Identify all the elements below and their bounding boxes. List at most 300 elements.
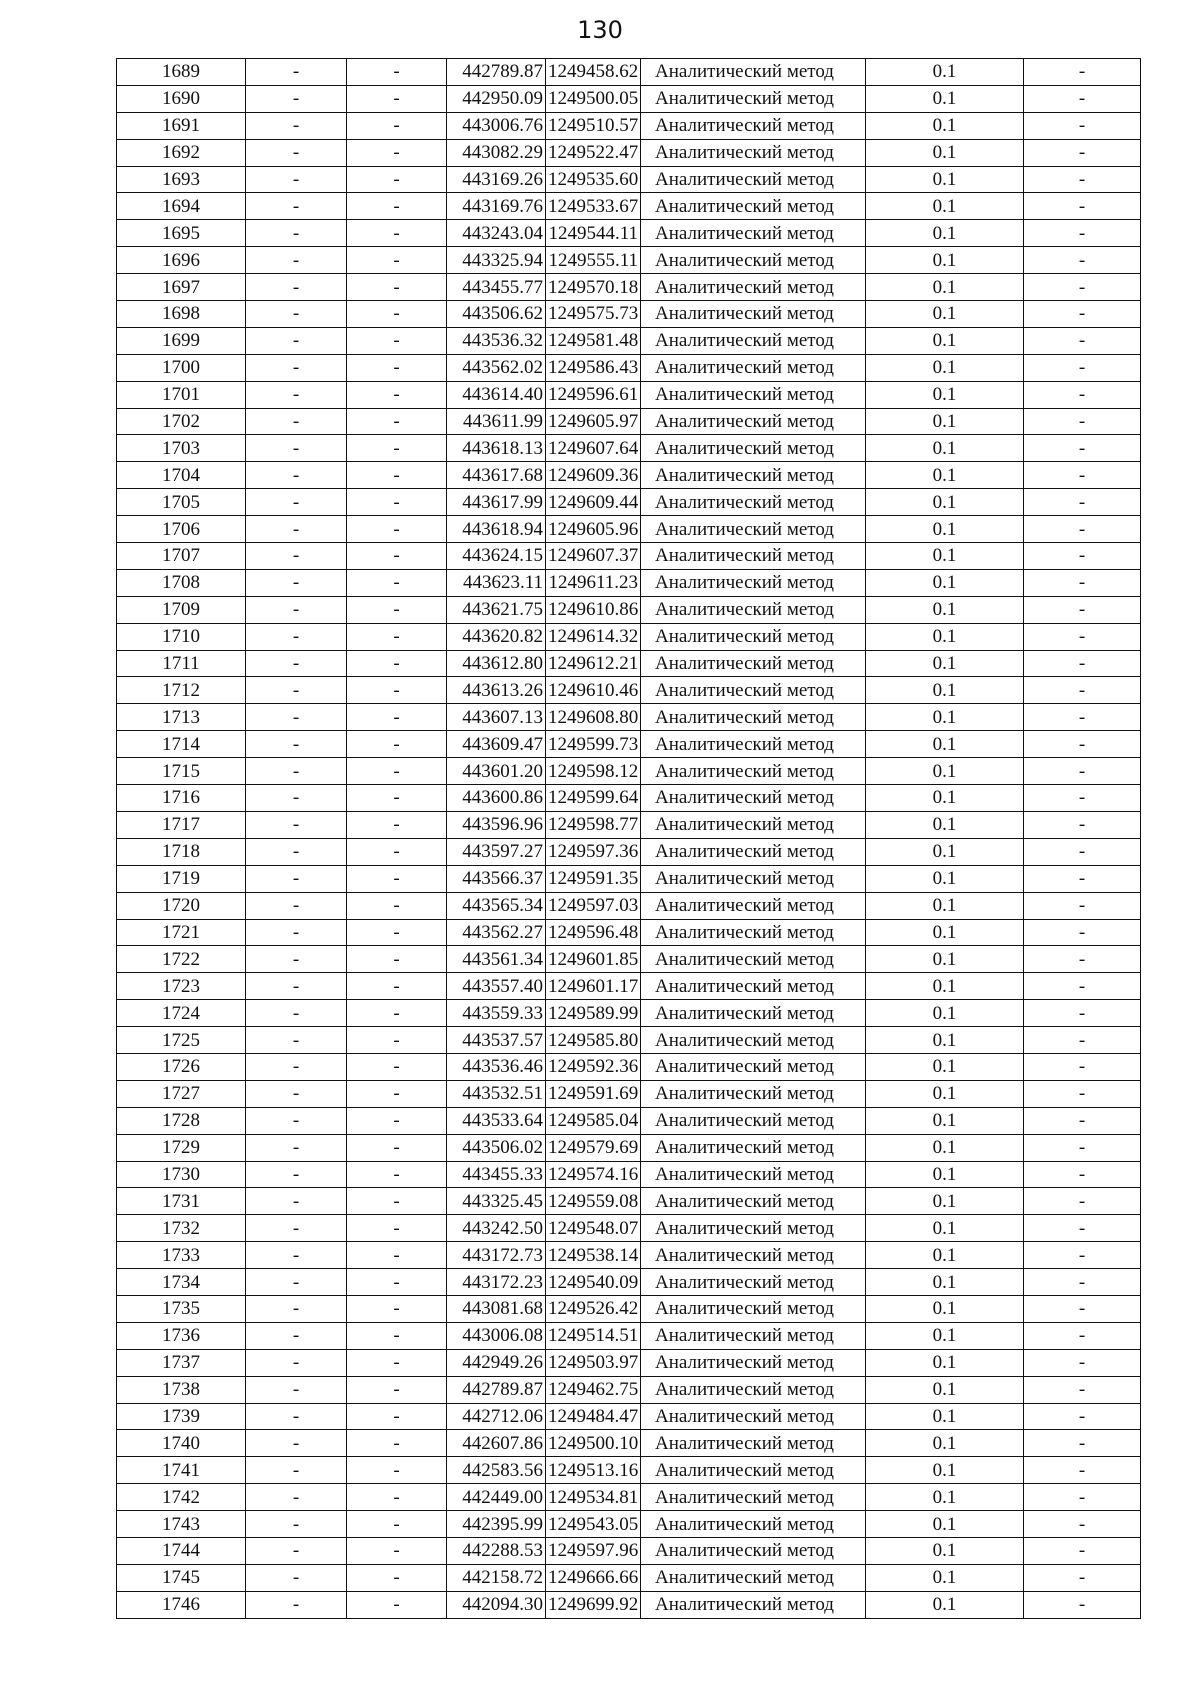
cell-col-2: - — [246, 381, 347, 408]
cell-point-number: 1691 — [117, 112, 246, 139]
cell-method: Аналитический метод — [641, 1537, 866, 1564]
cell-col-2: - — [246, 1027, 347, 1054]
cell-y-coordinate: 1249526.42 — [546, 1295, 641, 1322]
cell-method: Аналитический метод — [641, 1591, 866, 1618]
cell-x-coordinate: 443325.45 — [447, 1188, 546, 1215]
cell-point-number: 1711 — [117, 650, 246, 677]
cell-col-8: - — [1024, 1053, 1141, 1080]
cell-x-coordinate: 443169.26 — [447, 166, 546, 193]
cell-col-3: - — [347, 112, 447, 139]
cell-col-3: - — [347, 1376, 447, 1403]
cell-col-2: - — [246, 1403, 347, 1430]
cell-point-number: 1690 — [117, 85, 246, 112]
cell-col-8: - — [1024, 1107, 1141, 1134]
cell-accuracy: 0.1 — [866, 811, 1024, 838]
cell-col-8: - — [1024, 1161, 1141, 1188]
table-row — [117, 1564, 1141, 1591]
table-row — [117, 1000, 1141, 1027]
cell-method: Аналитический метод — [641, 489, 866, 516]
table-row — [117, 677, 1141, 704]
cell-accuracy: 0.1 — [866, 1027, 1024, 1054]
cell-y-coordinate: 1249548.07 — [546, 1215, 641, 1242]
cell-x-coordinate: 443618.13 — [447, 435, 546, 462]
cell-col-2: - — [246, 838, 347, 865]
cell-x-coordinate: 443506.02 — [447, 1134, 546, 1161]
cell-point-number: 1740 — [117, 1430, 246, 1457]
cell-col-2: - — [246, 435, 347, 462]
cell-point-number: 1706 — [117, 516, 246, 543]
cell-col-3: - — [347, 650, 447, 677]
cell-y-coordinate: 1249597.36 — [546, 838, 641, 865]
cell-col-3: - — [347, 1027, 447, 1054]
cell-point-number: 1729 — [117, 1134, 246, 1161]
cell-col-8: - — [1024, 1484, 1141, 1511]
cell-x-coordinate: 443607.13 — [447, 704, 546, 731]
cell-accuracy: 0.1 — [866, 1322, 1024, 1349]
cell-col-8: - — [1024, 811, 1141, 838]
table-row — [117, 1161, 1141, 1188]
cell-x-coordinate: 443611.99 — [447, 408, 546, 435]
cell-point-number: 1745 — [117, 1564, 246, 1591]
cell-col-8: - — [1024, 865, 1141, 892]
cell-col-3: - — [347, 1161, 447, 1188]
cell-method: Аналитический метод — [641, 838, 866, 865]
cell-col-8: - — [1024, 650, 1141, 677]
cell-col-8: - — [1024, 1188, 1141, 1215]
cell-method: Аналитический метод — [641, 1053, 866, 1080]
cell-col-2: - — [246, 1322, 347, 1349]
cell-col-3: - — [347, 1430, 447, 1457]
cell-method: Аналитический метод — [641, 1080, 866, 1107]
cell-y-coordinate: 1249581.48 — [546, 327, 641, 354]
table-row — [117, 1376, 1141, 1403]
cell-accuracy: 0.1 — [866, 1161, 1024, 1188]
cell-point-number: 1723 — [117, 973, 246, 1000]
cell-col-2: - — [246, 1107, 347, 1134]
cell-method: Аналитический метод — [641, 811, 866, 838]
cell-col-3: - — [347, 1000, 447, 1027]
cell-accuracy: 0.1 — [866, 731, 1024, 758]
cell-y-coordinate: 1249538.14 — [546, 1242, 641, 1269]
cell-accuracy: 0.1 — [866, 301, 1024, 328]
cell-col-2: - — [246, 973, 347, 1000]
cell-accuracy: 0.1 — [866, 623, 1024, 650]
cell-point-number: 1716 — [117, 785, 246, 812]
cell-method: Аналитический метод — [641, 1457, 866, 1484]
cell-point-number: 1728 — [117, 1107, 246, 1134]
cell-y-coordinate: 1249514.51 — [546, 1322, 641, 1349]
cell-point-number: 1719 — [117, 865, 246, 892]
cell-col-2: - — [246, 408, 347, 435]
cell-x-coordinate: 443536.32 — [447, 327, 546, 354]
cell-y-coordinate: 1249599.64 — [546, 785, 641, 812]
cell-accuracy: 0.1 — [866, 677, 1024, 704]
cell-col-3: - — [347, 1242, 447, 1269]
table-row — [117, 274, 1141, 301]
cell-y-coordinate: 1249609.36 — [546, 462, 641, 489]
table-row — [117, 1269, 1141, 1296]
cell-col-8: - — [1024, 327, 1141, 354]
cell-x-coordinate: 443455.33 — [447, 1161, 546, 1188]
table-row — [117, 1484, 1141, 1511]
cell-col-2: - — [246, 892, 347, 919]
cell-accuracy: 0.1 — [866, 973, 1024, 1000]
cell-accuracy: 0.1 — [866, 489, 1024, 516]
cell-y-coordinate: 1249544.11 — [546, 220, 641, 247]
cell-col-2: - — [246, 1511, 347, 1538]
cell-y-coordinate: 1249598.77 — [546, 811, 641, 838]
cell-accuracy: 0.1 — [866, 838, 1024, 865]
cell-col-8: - — [1024, 731, 1141, 758]
table-row — [117, 301, 1141, 328]
cell-col-3: - — [347, 785, 447, 812]
cell-y-coordinate: 1249513.16 — [546, 1457, 641, 1484]
cell-y-coordinate: 1249535.60 — [546, 166, 641, 193]
cell-col-2: - — [246, 1376, 347, 1403]
cell-x-coordinate: 443612.80 — [447, 650, 546, 677]
cell-col-2: - — [246, 811, 347, 838]
table-row — [117, 811, 1141, 838]
table-row — [117, 166, 1141, 193]
cell-method: Аналитический метод — [641, 569, 866, 596]
table-row — [117, 247, 1141, 274]
table-row — [117, 1349, 1141, 1376]
cell-col-3: - — [347, 946, 447, 973]
cell-col-8: - — [1024, 946, 1141, 973]
table-row — [117, 623, 1141, 650]
cell-point-number: 1705 — [117, 489, 246, 516]
cell-point-number: 1737 — [117, 1349, 246, 1376]
cell-method: Аналитический метод — [641, 435, 866, 462]
cell-col-8: - — [1024, 462, 1141, 489]
cell-y-coordinate: 1249592.36 — [546, 1053, 641, 1080]
cell-col-3: - — [347, 1295, 447, 1322]
cell-x-coordinate: 443533.64 — [447, 1107, 546, 1134]
cell-y-coordinate: 1249601.85 — [546, 946, 641, 973]
cell-y-coordinate: 1249500.10 — [546, 1430, 641, 1457]
cell-col-2: - — [246, 731, 347, 758]
cell-accuracy: 0.1 — [866, 1269, 1024, 1296]
cell-x-coordinate: 442789.87 — [447, 1376, 546, 1403]
cell-x-coordinate: 443613.26 — [447, 677, 546, 704]
cell-accuracy: 0.1 — [866, 1457, 1024, 1484]
table-row — [117, 516, 1141, 543]
cell-y-coordinate: 1249462.75 — [546, 1376, 641, 1403]
cell-col-2: - — [246, 1537, 347, 1564]
cell-col-8: - — [1024, 166, 1141, 193]
cell-y-coordinate: 1249503.97 — [546, 1349, 641, 1376]
cell-y-coordinate: 1249458.62 — [546, 59, 641, 86]
cell-point-number: 1721 — [117, 919, 246, 946]
cell-col-8: - — [1024, 569, 1141, 596]
cell-x-coordinate: 443242.50 — [447, 1215, 546, 1242]
cell-x-coordinate: 443562.02 — [447, 354, 546, 381]
cell-point-number: 1717 — [117, 811, 246, 838]
cell-y-coordinate: 1249608.80 — [546, 704, 641, 731]
table-row — [117, 892, 1141, 919]
cell-x-coordinate: 443557.40 — [447, 973, 546, 1000]
cell-y-coordinate: 1249559.08 — [546, 1188, 641, 1215]
cell-point-number: 1722 — [117, 946, 246, 973]
cell-col-8: - — [1024, 1376, 1141, 1403]
table-row — [117, 327, 1141, 354]
cell-y-coordinate: 1249666.66 — [546, 1564, 641, 1591]
table-row — [117, 543, 1141, 570]
cell-point-number: 1703 — [117, 435, 246, 462]
cell-col-2: - — [246, 139, 347, 166]
cell-x-coordinate: 443623.11 — [447, 569, 546, 596]
cell-point-number: 1702 — [117, 408, 246, 435]
cell-x-coordinate: 443597.27 — [447, 838, 546, 865]
cell-x-coordinate: 443082.29 — [447, 139, 546, 166]
cell-point-number: 1724 — [117, 1000, 246, 1027]
cell-x-coordinate: 442094.30 — [447, 1591, 546, 1618]
cell-method: Аналитический метод — [641, 731, 866, 758]
table-row — [117, 704, 1141, 731]
cell-method: Аналитический метод — [641, 1027, 866, 1054]
cell-accuracy: 0.1 — [866, 193, 1024, 220]
cell-accuracy: 0.1 — [866, 1403, 1024, 1430]
cell-point-number: 1744 — [117, 1537, 246, 1564]
cell-point-number: 1700 — [117, 354, 246, 381]
cell-col-8: - — [1024, 758, 1141, 785]
cell-y-coordinate: 1249599.73 — [546, 731, 641, 758]
cell-x-coordinate: 442712.06 — [447, 1403, 546, 1430]
table-row — [117, 1537, 1141, 1564]
cell-col-2: - — [246, 274, 347, 301]
cell-method: Аналитический метод — [641, 1349, 866, 1376]
cell-method: Аналитический метод — [641, 623, 866, 650]
table-row — [117, 919, 1141, 946]
cell-method: Аналитический метод — [641, 1484, 866, 1511]
cell-col-3: - — [347, 838, 447, 865]
cell-y-coordinate: 1249586.43 — [546, 354, 641, 381]
cell-col-2: - — [246, 946, 347, 973]
cell-col-3: - — [347, 1591, 447, 1618]
cell-col-2: - — [246, 596, 347, 623]
cell-accuracy: 0.1 — [866, 516, 1024, 543]
cell-col-3: - — [347, 327, 447, 354]
cell-accuracy: 0.1 — [866, 59, 1024, 86]
cell-col-3: - — [347, 516, 447, 543]
cell-x-coordinate: 443455.77 — [447, 274, 546, 301]
table-row — [117, 785, 1141, 812]
cell-point-number: 1731 — [117, 1188, 246, 1215]
cell-accuracy: 0.1 — [866, 462, 1024, 489]
cell-point-number: 1699 — [117, 327, 246, 354]
cell-method: Аналитический метод — [641, 1295, 866, 1322]
cell-method: Аналитический метод — [641, 1430, 866, 1457]
cell-col-2: - — [246, 59, 347, 86]
cell-col-8: - — [1024, 1511, 1141, 1538]
cell-col-3: - — [347, 247, 447, 274]
cell-col-2: - — [246, 1080, 347, 1107]
cell-col-2: - — [246, 1591, 347, 1618]
cell-y-coordinate: 1249534.81 — [546, 1484, 641, 1511]
cell-method: Аналитический метод — [641, 1161, 866, 1188]
table-row — [117, 1322, 1141, 1349]
cell-y-coordinate: 1249596.61 — [546, 381, 641, 408]
table-row — [117, 1457, 1141, 1484]
cell-col-8: - — [1024, 489, 1141, 516]
page-number: 130 — [577, 16, 623, 44]
cell-accuracy: 0.1 — [866, 112, 1024, 139]
cell-method: Аналитический метод — [641, 139, 866, 166]
cell-method: Аналитический метод — [641, 166, 866, 193]
cell-method: Аналитический метод — [641, 354, 866, 381]
cell-x-coordinate: 442789.87 — [447, 59, 546, 86]
cell-accuracy: 0.1 — [866, 85, 1024, 112]
cell-y-coordinate: 1249579.69 — [546, 1134, 641, 1161]
cell-accuracy: 0.1 — [866, 569, 1024, 596]
cell-x-coordinate: 443081.68 — [447, 1295, 546, 1322]
cell-accuracy: 0.1 — [866, 354, 1024, 381]
cell-accuracy: 0.1 — [866, 1188, 1024, 1215]
cell-col-8: - — [1024, 596, 1141, 623]
table-row — [117, 596, 1141, 623]
cell-accuracy: 0.1 — [866, 543, 1024, 570]
cell-accuracy: 0.1 — [866, 1107, 1024, 1134]
cell-col-3: - — [347, 1269, 447, 1296]
cell-col-8: - — [1024, 1269, 1141, 1296]
cell-y-coordinate: 1249591.35 — [546, 865, 641, 892]
cell-y-coordinate: 1249522.47 — [546, 139, 641, 166]
cell-col-8: - — [1024, 220, 1141, 247]
cell-y-coordinate: 1249607.64 — [546, 435, 641, 462]
cell-accuracy: 0.1 — [866, 1591, 1024, 1618]
cell-x-coordinate: 443566.37 — [447, 865, 546, 892]
cell-x-coordinate: 442607.86 — [447, 1430, 546, 1457]
cell-col-8: - — [1024, 1349, 1141, 1376]
cell-col-8: - — [1024, 973, 1141, 1000]
cell-accuracy: 0.1 — [866, 408, 1024, 435]
cell-col-8: - — [1024, 516, 1141, 543]
cell-method: Аналитический метод — [641, 946, 866, 973]
cell-accuracy: 0.1 — [866, 1242, 1024, 1269]
cell-point-number: 1741 — [117, 1457, 246, 1484]
table-row — [117, 435, 1141, 462]
cell-accuracy: 0.1 — [866, 274, 1024, 301]
cell-col-2: - — [246, 166, 347, 193]
cell-col-3: - — [347, 811, 447, 838]
cell-col-8: - — [1024, 1537, 1141, 1564]
cell-point-number: 1701 — [117, 381, 246, 408]
cell-method: Аналитический метод — [641, 193, 866, 220]
cell-col-3: - — [347, 193, 447, 220]
cell-x-coordinate: 443618.94 — [447, 516, 546, 543]
table-row — [117, 650, 1141, 677]
cell-x-coordinate: 443506.62 — [447, 301, 546, 328]
cell-x-coordinate: 443561.34 — [447, 946, 546, 973]
table-row — [117, 731, 1141, 758]
cell-x-coordinate: 443601.20 — [447, 758, 546, 785]
cell-x-coordinate: 443172.73 — [447, 1242, 546, 1269]
cell-col-2: - — [246, 1242, 347, 1269]
cell-col-2: - — [246, 1564, 347, 1591]
cell-x-coordinate: 443006.08 — [447, 1322, 546, 1349]
cell-method: Аналитический метод — [641, 1322, 866, 1349]
cell-point-number: 1709 — [117, 596, 246, 623]
cell-col-3: - — [347, 1564, 447, 1591]
cell-method: Аналитический метод — [641, 408, 866, 435]
cell-point-number: 1736 — [117, 1322, 246, 1349]
table-row — [117, 193, 1141, 220]
cell-method: Аналитический метод — [641, 516, 866, 543]
cell-col-2: - — [246, 1053, 347, 1080]
cell-col-2: - — [246, 1349, 347, 1376]
cell-point-number: 1708 — [117, 569, 246, 596]
cell-y-coordinate: 1249598.12 — [546, 758, 641, 785]
cell-accuracy: 0.1 — [866, 704, 1024, 731]
cell-x-coordinate: 443621.75 — [447, 596, 546, 623]
cell-y-coordinate: 1249601.17 — [546, 973, 641, 1000]
cell-col-3: - — [347, 865, 447, 892]
cell-col-2: - — [246, 112, 347, 139]
cell-y-coordinate: 1249609.44 — [546, 489, 641, 516]
cell-point-number: 1714 — [117, 731, 246, 758]
cell-point-number: 1697 — [117, 274, 246, 301]
cell-point-number: 1695 — [117, 220, 246, 247]
cell-point-number: 1694 — [117, 193, 246, 220]
cell-col-8: - — [1024, 1403, 1141, 1430]
cell-accuracy: 0.1 — [866, 1000, 1024, 1027]
cell-accuracy: 0.1 — [866, 1537, 1024, 1564]
cell-x-coordinate: 442950.09 — [447, 85, 546, 112]
cell-method: Аналитический метод — [641, 973, 866, 1000]
cell-col-8: - — [1024, 623, 1141, 650]
cell-x-coordinate: 442583.56 — [447, 1457, 546, 1484]
cell-x-coordinate: 442449.00 — [447, 1484, 546, 1511]
cell-y-coordinate: 1249589.99 — [546, 1000, 641, 1027]
cell-accuracy: 0.1 — [866, 1564, 1024, 1591]
cell-col-8: - — [1024, 85, 1141, 112]
cell-col-3: - — [347, 596, 447, 623]
cell-accuracy: 0.1 — [866, 1053, 1024, 1080]
cell-accuracy: 0.1 — [866, 139, 1024, 166]
cell-y-coordinate: 1249570.18 — [546, 274, 641, 301]
cell-col-8: - — [1024, 274, 1141, 301]
cell-col-3: - — [347, 1053, 447, 1080]
cell-col-8: - — [1024, 381, 1141, 408]
cell-x-coordinate: 443169.76 — [447, 193, 546, 220]
cell-col-8: - — [1024, 435, 1141, 462]
cell-col-2: - — [246, 677, 347, 704]
cell-y-coordinate: 1249611.23 — [546, 569, 641, 596]
cell-point-number: 1735 — [117, 1295, 246, 1322]
cell-col-3: - — [347, 1188, 447, 1215]
cell-col-3: - — [347, 274, 447, 301]
cell-accuracy: 0.1 — [866, 327, 1024, 354]
coordinates-table — [116, 58, 1141, 1619]
cell-col-2: - — [246, 247, 347, 274]
cell-x-coordinate: 443609.47 — [447, 731, 546, 758]
cell-col-2: - — [246, 785, 347, 812]
cell-col-2: - — [246, 220, 347, 247]
cell-y-coordinate: 1249597.03 — [546, 892, 641, 919]
cell-col-3: - — [347, 1322, 447, 1349]
cell-accuracy: 0.1 — [866, 1430, 1024, 1457]
cell-y-coordinate: 1249607.37 — [546, 543, 641, 570]
cell-col-2: - — [246, 758, 347, 785]
table-row — [117, 838, 1141, 865]
cell-y-coordinate: 1249605.97 — [546, 408, 641, 435]
cell-col-8: - — [1024, 59, 1141, 86]
cell-col-8: - — [1024, 139, 1141, 166]
cell-method: Аналитический метод — [641, 301, 866, 328]
cell-accuracy: 0.1 — [866, 758, 1024, 785]
cell-col-3: - — [347, 1484, 447, 1511]
cell-method: Аналитический метод — [641, 1134, 866, 1161]
